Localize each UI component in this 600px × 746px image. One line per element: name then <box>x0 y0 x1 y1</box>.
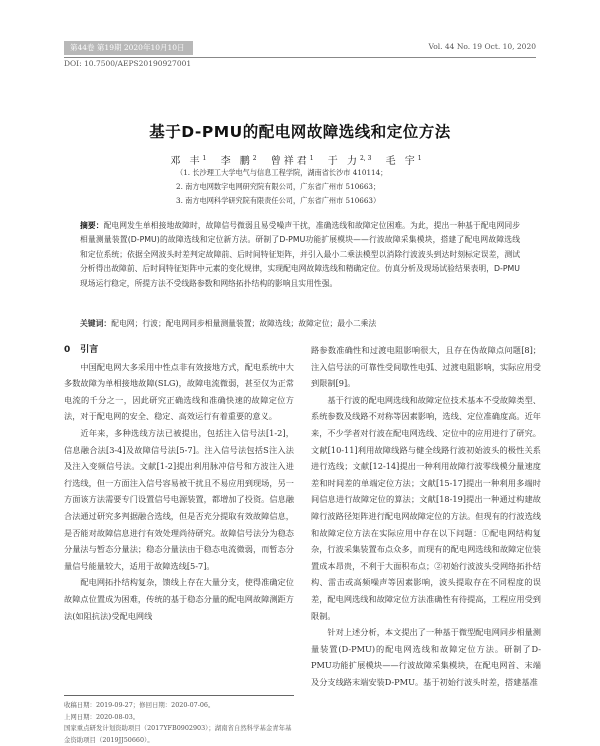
author-name: 于 力 <box>327 156 360 167</box>
body-column-left <box>64 342 294 624</box>
author-affil-mark: 1 <box>309 154 314 162</box>
keywords-label: 关键词： <box>80 319 112 328</box>
author-list <box>0 152 600 167</box>
abstract-label: 摘要： <box>80 221 104 230</box>
body-column-right <box>311 342 541 690</box>
author-affil-mark: 1 <box>417 154 422 162</box>
footnote-funding: 国家重点研发计划资助项目（2017YFB0902903）；湖南省自然科学基金青年基金资助项目（2019JJ50660）。 <box>64 724 292 744</box>
author-name: 李 鹏 <box>220 156 253 167</box>
journal-volume-header-en: Vol. 44 No. 19 Oct. 10, 2020 <box>428 42 536 51</box>
paper-title: 基于D-PMU的配电网故障选线和定位方法 <box>149 123 451 141</box>
body-paragraph: 近年来，多种选线方法已被提出，包括注入信号法[1-2]，信息融合法[3-4]及故障信号法[5-7]。注入信号法包括S注入法及注入变频信号法。文献[1-2]提出利用脉冲信号和方波注入进行选线，但一方面注入信号容易被干扰且不易应用到现场，另一方面该方法需要专门设置信号电源装置，都增加了投资。信息融合法通过研究多判据融合选线，但是否充分提取有效故障信息，是否能对故障信息进行有效处理尚待研究。故障信号法分为稳态分量法与暂态分量法；稳态分量法由于稳态电流微弱，而暂态分量信号能量较大，适用于故障选线[5-7]。 <box>64 427 294 571</box>
author-affil-mark: 2, 3 <box>359 154 372 162</box>
doi: DOI: 10.7500/AEPS20190927001 <box>64 59 192 68</box>
section-number: 0 <box>64 345 71 355</box>
author-name: 邓 丰 <box>170 156 203 167</box>
keywords-text: 配电网；行波；配电网同步相量测量装置；故障选线；故障定位；最小二乘法 <box>111 319 377 328</box>
body-paragraph: 路参数准确性和过渡电阻影响很大，且存在伪故障点问题[8]；注入信号法的可靠性受间歇性电弧、过渡电阻影响，实际应用受到限制[9]。 <box>311 345 541 389</box>
header-rule <box>64 57 536 58</box>
footnote-online: 上网日期：2020-08-03。 <box>64 712 140 721</box>
footnote-received: 收稿日期：2019-09-27；修回日期：2020-07-06。 <box>64 701 215 709</box>
affiliation-line: 2. 南方电网数字电网研究院有限公司，广东省广州市 510663； <box>176 182 381 191</box>
affiliation-line: （1. 长沙理工大学电气与信息工程学院，湖南省长沙市 410114； <box>176 168 388 177</box>
journal-volume-header: 第44卷 第19期 2020年10月10日 <box>64 41 193 55</box>
footnotes <box>64 700 294 746</box>
body-paragraph: 中国配电网大多采用中性点非有效接地方式，配电系统中大多数故障为单相接地故障(SLG)，故障电流微弱，甚至仅为正常电流的千分之一，因此研究正确选线和准确快速的故障定位方法，对于配电网的安全、稳定、高效运行有着重要的意义。 <box>64 361 294 422</box>
author-name: 毛 宇 <box>385 156 418 167</box>
body-paragraph: 针对上述分析，本文提出了一种基于微型配电网同步相量测量装置(D-PMU)的配电网选线和故障定位方法。研制了D-PMU功能扩展模块——行波故障采集模块，在配电网首、末端及分支线路末端安装D-PMU。基于初始行波头时差，搭建基准 <box>311 627 541 687</box>
author-affil-mark: 1 <box>202 154 207 162</box>
author-affil-mark: 2 <box>252 154 257 162</box>
footnote-rule <box>64 695 294 696</box>
abstract <box>80 219 520 291</box>
section-heading <box>64 342 294 359</box>
keywords <box>80 318 520 329</box>
affiliation-line: 3. 南方电网科学研究院有限责任公司，广东省广州市 510663） <box>176 196 381 205</box>
section-title: 引言 <box>80 345 99 355</box>
body-paragraph: 基于行波的配电网选线和故障定位技术基本不受故障类型、系统参数及线路不对称等因素影响，选线、定位准确度高。近年来，不少学者对行波在配电网选线、定位中的应用进行了研究。文献[10-11]利用故障线路与健全线路行波初始波头的极性关系进行选线；文献[12-14]提出一种利用故障行波零线模分量速度差和时间差的单端定位方法；文献[15-17]提出一种利用多端时间信息进行故障定位的算法；文献[18-19]提出一种通过构建故障行波路径矩阵进行配电网故障定位的方法。但现有的行波选线和故障定位方法在实际应用中存在以下问题：①配电网结构复杂，行波采集装置布点众多，而现有的配电网选线和故障定位装置成本昂贵，不利于大面积布点；②初始行波波头受网络拓扑结构、雷击或高频噪声等因素影响，波头提取存在不同程度的误差，配电网选线和故障定位方法准确性有待提高，工程应用受到限制。 <box>311 394 541 621</box>
author-name: 曾祥君 <box>270 156 310 167</box>
body-paragraph: 配电网拓扑结构复杂，馈线上存在大量分支，使得准确定位故障点位置成为困难，传统的基于稳态分量的配电网故障测距方法(如阻抗法)受配电网线 <box>64 577 294 621</box>
abstract-text: 配电网发生单相接地故障时，故障信号微弱且易受噪声干扰，准确选线和故障定位困难。为此，提出一种基于配电网同步相量测量装置(D-PMU)的故障选线和定位新方法。研制了D-PMU功能扩展模块——行波故障采集模块，搭建了配电网故障选线和定位系统；依据全网波头时差判定故障前、后时间特征矩阵，并引入最小二乘法模型以消除行波波头到达时刻标定误差，测试分析得出故障前、后时间特征矩阵中元素的变化规律，实现配电网故障选线和精确定位。仿真分析及现场试验结果表明，D-PMU现场运行稳定，所提方法不受线路参数和网络拓扑结构的影响且实用性强。 <box>80 221 520 288</box>
